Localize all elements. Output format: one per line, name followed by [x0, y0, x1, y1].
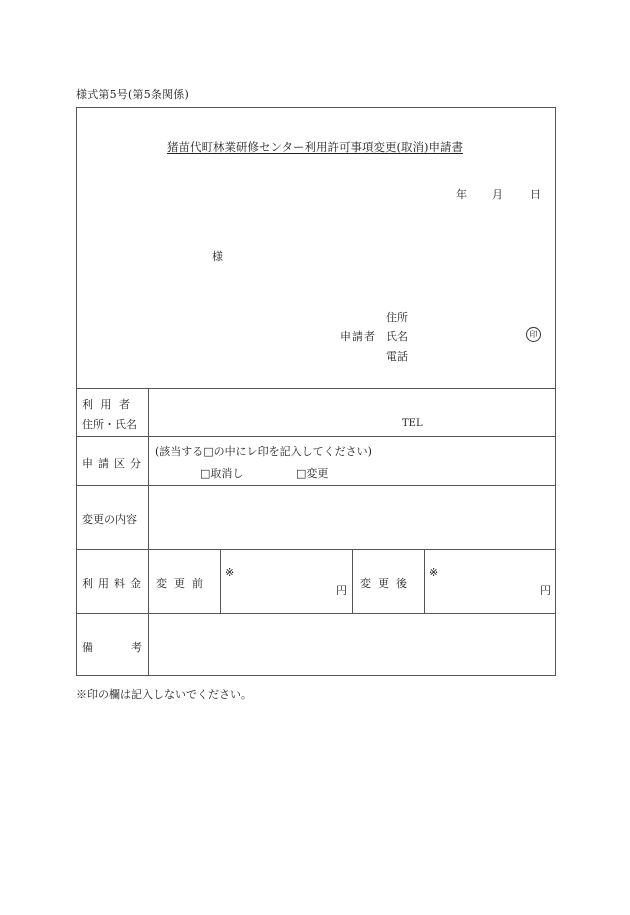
fee-label: 利用料金 [82, 577, 146, 590]
footer-note: ※印の欄は記入しないでください。 [76, 688, 252, 701]
user-tel-label: TEL [402, 418, 423, 429]
fee-before-mark: ※ [225, 566, 235, 579]
fee-before-label: 変更前 [156, 577, 210, 590]
applicant-address-label: 住所 [386, 311, 408, 324]
date-month-label: 月 [492, 188, 503, 201]
fee-before-field[interactable] [222, 551, 350, 611]
remarks-field[interactable] [152, 616, 552, 674]
applicant-phone-label: 電話 [386, 350, 408, 363]
divider-fee-before-value [352, 549, 353, 613]
user-label-line2: 住所・氏名 [82, 418, 137, 431]
change-details-label: 変更の内容 [82, 513, 137, 526]
applicant-label: 申請者 [340, 330, 376, 343]
fee-after-mark: ※ [429, 566, 439, 579]
seal-icon: 印 [526, 327, 541, 342]
date-year-label: 年 [456, 188, 467, 201]
divider-fee-after-label [424, 549, 425, 613]
checkbox-change[interactable]: □変更 [296, 467, 329, 480]
remarks-label-left: 備 [82, 641, 93, 654]
category-label: 申請区分 [82, 457, 146, 470]
fee-after-label: 変更後 [360, 577, 414, 590]
change-details-field[interactable] [152, 488, 552, 546]
applicant-name-label: 氏名 [386, 330, 408, 343]
user-label-line1: 利 用 者 [82, 398, 132, 411]
divider-label-column [148, 388, 149, 676]
form-title: 猪苗代町林業研修センター利用許可事項変更(取消)申請書 [166, 140, 463, 154]
fee-after-field[interactable] [426, 551, 554, 611]
checkbox-cancel[interactable]: □取消し [200, 467, 244, 480]
form-number: 様式第5号(第5条関係) [76, 88, 189, 101]
date-day-label: 日 [530, 188, 541, 201]
category-instruction: (該当する□の中にレ印を記入してください) [155, 445, 372, 458]
fee-after-unit: 円 [540, 584, 551, 597]
user-address-name-field[interactable] [152, 390, 552, 434]
divider-fee-before-label [220, 549, 221, 613]
addressee-suffix: 様 [212, 250, 223, 263]
remarks-label-right: 考 [131, 641, 142, 654]
fee-before-unit: 円 [336, 584, 347, 597]
